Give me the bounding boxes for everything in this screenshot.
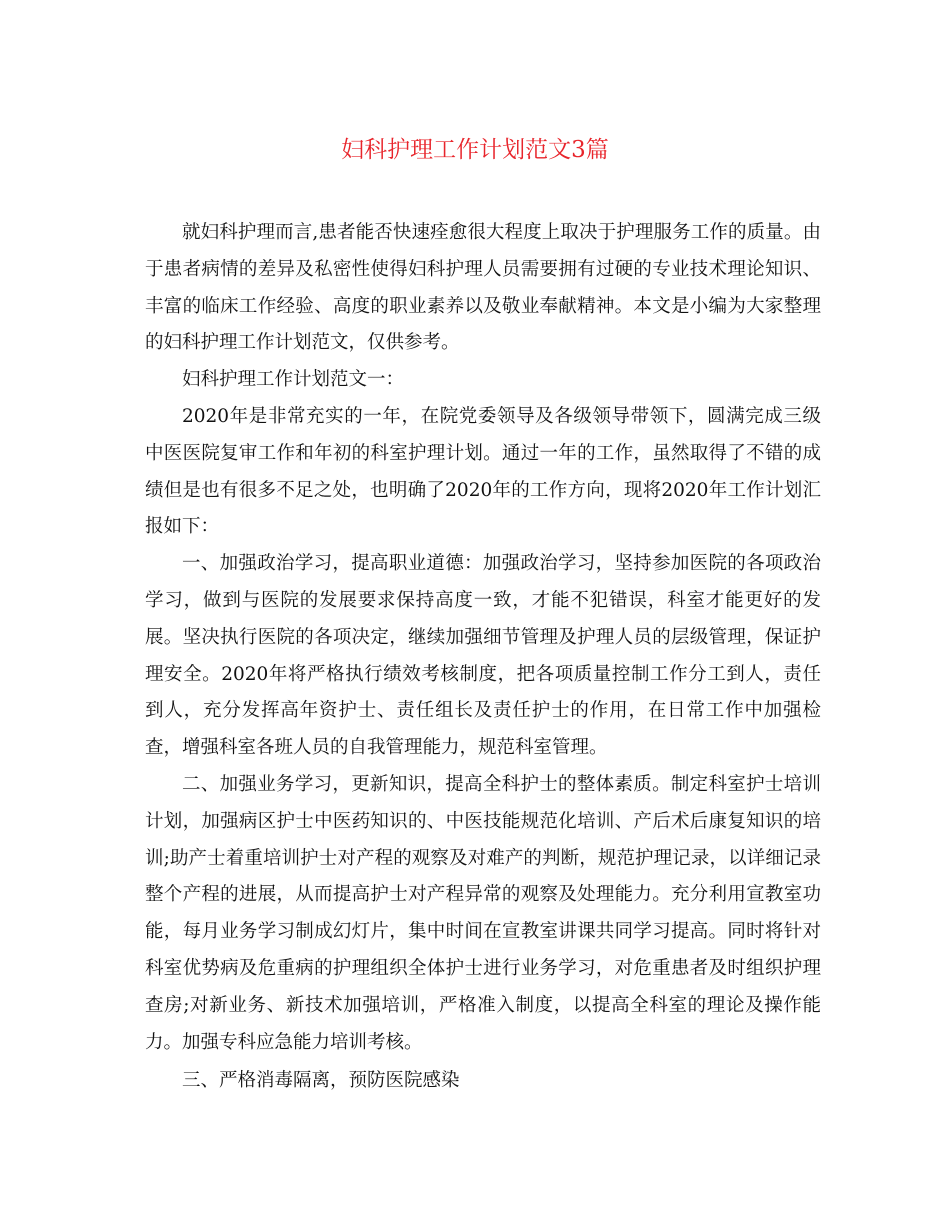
item-one-paragraph: 一、加强政治学习，提高职业道德：加强政治学习，坚持参加医院的各项政治学习，做到与医院的发展要求保持高度一致，才能不犯错误，科室才能更好的发展。坚决执行医院的各项决定，继续加强细节管理及护理人员的层级管理，保证护理安全。2020年将严格执行绩效考核制度，把各项质量控制工作分工到人，责任到人，充分发挥高年资护士、责任组长及责任护士的作用，在日常工作中加强检查，增强科室各班人员的自我管理能力，规范科室管理。	[145, 553, 821, 759]
document-title: 妇科护理工作计划范文3篇	[341, 137, 609, 163]
section-heading-sample-one: 妇科护理工作计划范文一：	[182, 369, 405, 391]
overview-paragraph: 2020年是非常充实的一年，在院党委领导及各级领导带领下，圆满完成三级中医医院复审工作和年初的科室护理计划。通过一年的工作，虽然取得了不错的成绩但是也有很多不足之处，也明确了2020年的工作方向，现将2020年工作计划汇报如下：	[145, 405, 821, 538]
item-three-heading: 三、严格消毒隔离，预防医院感染	[182, 1070, 460, 1092]
item-two-paragraph: 二、加强业务学习，更新知识，提高全科护士的整体素质。制定科室护士培训计划，加强病区护士中医药知识的、中医技能规范化培训、产后术后康复知识的培训;助产士着重培训护士对产程的观察及对难产的判断，规范护理记录，以详细记录整个产程的进展，从而提高护士对产程异常的观察及处理能力。充分利用宣教室功能，每月业务学习制成幻灯片，集中时间在宣教室讲课共同学习提高。同时将针对科室优势病及危重病的护理组织全体护士进行业务学习，对危重患者及时组织护理查房;对新业务、新技术加强培训，严格准入制度，以提高全科室的理论及操作能力。加强专科应急能力培训考核。	[145, 773, 821, 1053]
intro-paragraph: 就妇科护理而言,患者能否快速痊愈很大程度上取决于护理服务工作的质量。由于患者病情的差异及私密性使得妇科护理人员需要拥有过硬的专业技术理论知识、丰富的临床工作经验、高度的职业素养以及敬业奉献精神。本文是小编为大家整理的妇科护理工作计划范文，仅供参考。	[145, 222, 821, 354]
document-body	[145, 215, 821, 1100]
